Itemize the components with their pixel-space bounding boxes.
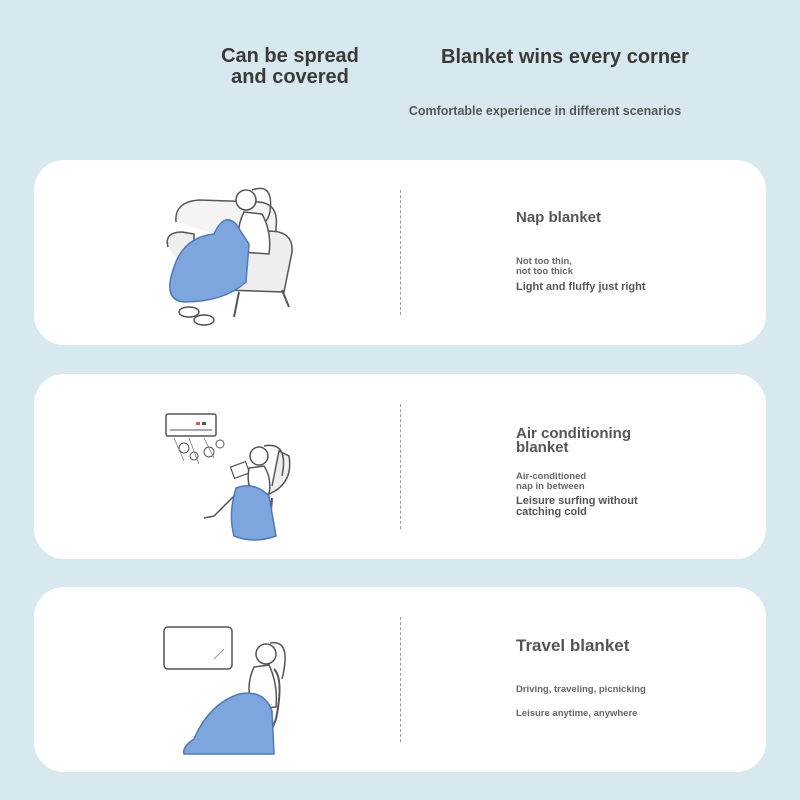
card-note: Air-conditioned nap in between [516,471,587,492]
card-line: Light and fluffy just right [516,281,646,293]
right-heading: Blanket wins every corner [441,46,689,68]
nap-blanket-illustration [154,172,334,332]
left-heading: Can be spread and covered [221,45,359,88]
travel-blanket-illustration [154,599,334,759]
card-title: Air conditioning blanket [516,425,631,456]
air-conditioning-blanket-card [34,374,766,559]
card-line: Leisure surfing without catching cold [516,495,638,518]
card-note: Not too thin, not too thick [516,256,573,277]
travel-blanket-card [34,587,766,772]
card-divider [400,190,401,315]
card-divider [400,404,401,529]
card-title: Travel blanket [516,636,630,655]
card-line: Leisure anytime, anywhere [516,708,638,719]
card-divider [400,617,401,742]
subtitle: Comfortable experience in different scenarios [408,104,682,118]
nap-blanket-card [34,160,766,345]
air-conditioning-blanket-illustration [154,386,334,546]
card-note: Driving, traveling, picnicking [516,684,646,695]
card-title: Nap blanket [516,209,602,226]
